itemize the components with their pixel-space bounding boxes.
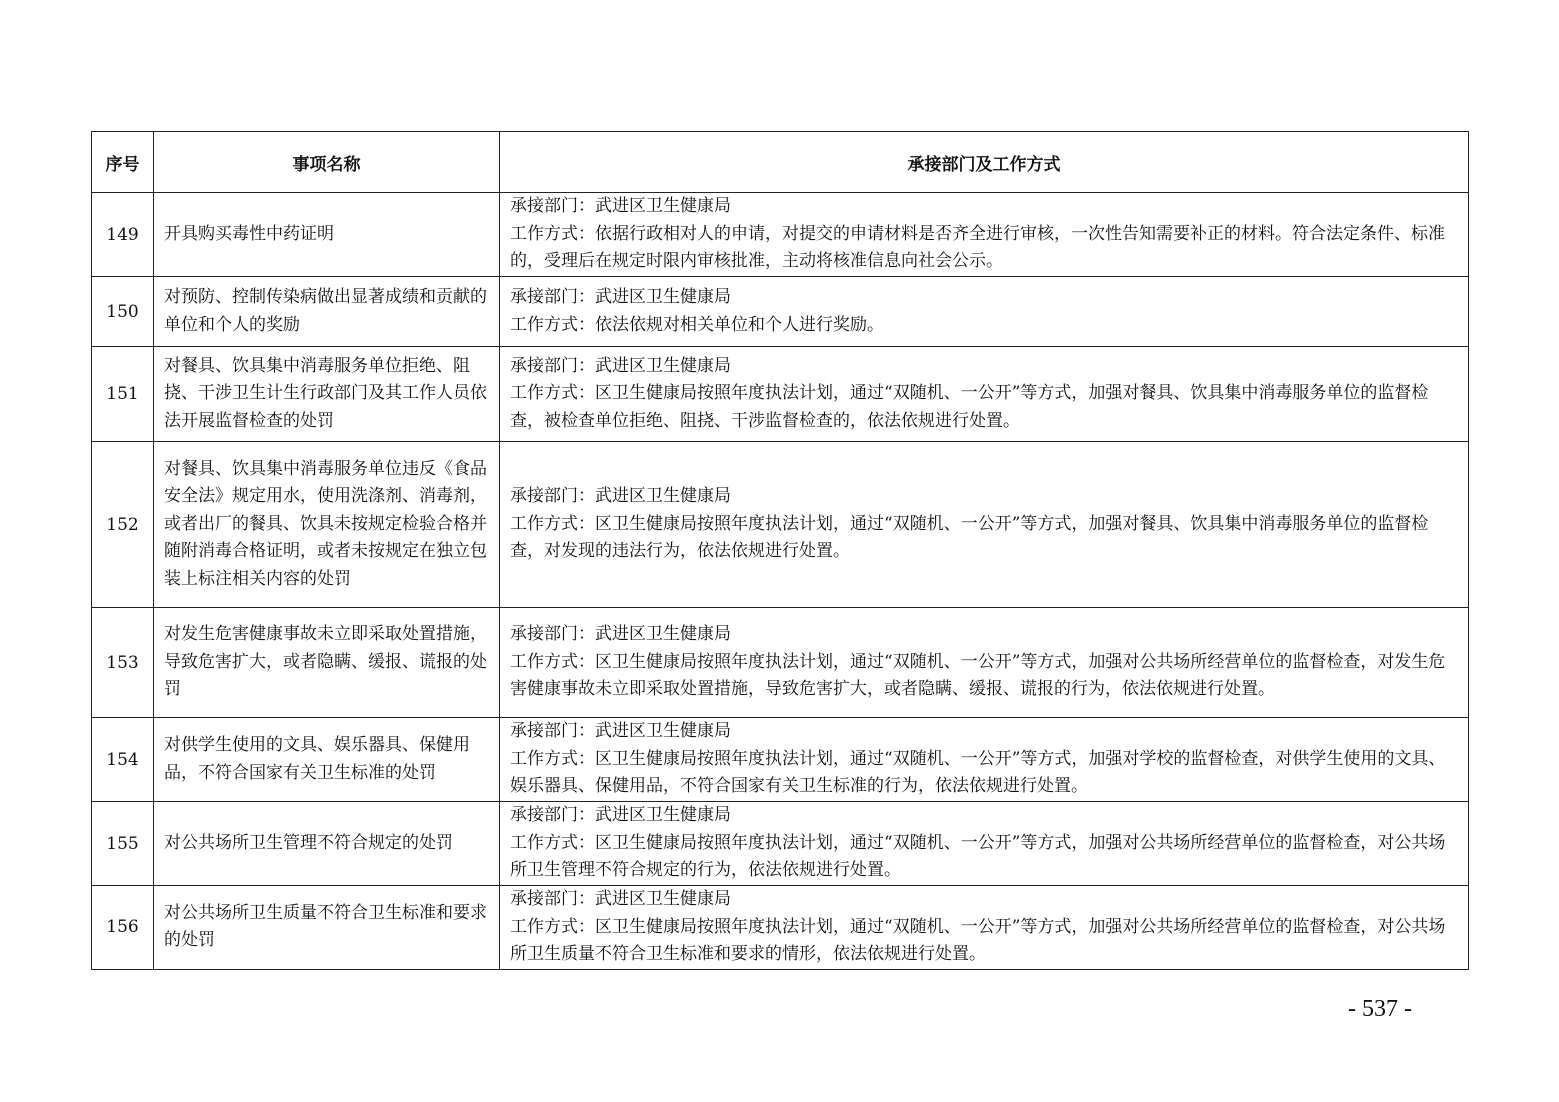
row-name: 对公共场所卫生质量不符合卫生标准和要求的处罚 [154, 886, 500, 970]
row-method-cell [500, 277, 1469, 347]
table-row [92, 277, 1469, 347]
row-seq: 150 [92, 277, 154, 347]
row-method-cell [500, 193, 1469, 277]
row-method-cell [500, 442, 1469, 608]
row-seq: 153 [92, 608, 154, 718]
row-name: 对发生危害健康事故未立即采取处置措施，导致危害扩大，或者隐瞒、缓报、谎报的处罚 [154, 608, 500, 718]
row-name: 对供学生使用的文具、娱乐器具、保健用品，不符合国家有关卫生标准的处罚 [154, 718, 500, 802]
row-seq: 152 [92, 442, 154, 608]
table-row [92, 718, 1469, 802]
row-dept: 承接部门：武进区卫生健康局 [510, 196, 731, 217]
row-method: 工作方式：区卫生健康局按照年度执法计划，通过“双随机、一公开”等方式，加强对学校的监督检查，对供学生使用的文具、娱乐器具、保健用品，不符合国家有关卫生标准的行为，依法依规进行处置。 [510, 748, 1446, 797]
row-name: 对预防、控制传染病做出显著成绩和贡献的单位和个人的奖励 [154, 277, 500, 347]
header-row [92, 132, 1469, 193]
row-method: 工作方式：区卫生健康局按照年度执法计划，通过“双随机、一公开”等方式，加强对公共场所经营单位的监督检查，对发生危害健康事故未立即采取处置措施，导致危害扩大，或者隐瞒、缓报、谎报的行为，依法依规进行处置。 [510, 651, 1446, 700]
row-dept: 承接部门：武进区卫生健康局 [510, 624, 731, 645]
row-method: 工作方式：区卫生健康局按照年度执法计划，通过“双随机、一公开”等方式，加强对公共场所经营单位的监督检查，对公共场所卫生管理不符合规定的行为，依法依规进行处置。 [510, 832, 1446, 881]
header-name: 事项名称 [154, 132, 500, 193]
header-method: 承接部门及工作方式 [500, 132, 1469, 193]
table-row [92, 886, 1469, 970]
row-name: 对餐具、饮具集中消毒服务单位违反《食品安全法》规定用水，使用洗涤剂、消毒剂，或者出厂的餐具、饮具未按规定检验合格并随附消毒合格证明，或者未按规定在独立包装上标注相关内容的处罚 [154, 442, 500, 608]
row-method: 工作方式：依据行政相对人的申请，对提交的申请材料是否齐全进行审核，一次性告知需要补正的材料。符合法定条件、标准的，受理后在规定时限内审核批准，主动将核准信息向社会公示。 [510, 223, 1445, 272]
table-row [92, 193, 1469, 277]
table-row [92, 608, 1469, 718]
row-method: 工作方式：区卫生健康局按照年度执法计划，通过“双随机、一公开”等方式，加强对餐具、饮具集中消毒服务单位的监督检查，对发现的违法行为，依法依规进行处置。 [510, 513, 1429, 562]
row-name: 对公共场所卫生管理不符合规定的处罚 [154, 802, 500, 886]
row-dept: 承接部门：武进区卫生健康局 [510, 805, 731, 826]
row-method: 工作方式：区卫生健康局按照年度执法计划，通过“双随机、一公开”等方式，加强对餐具、饮具集中消毒服务单位的监督检查，被检查单位拒绝、阻挠、干涉监督检查的，依法依规进行处置。 [510, 383, 1429, 431]
row-method-cell [500, 802, 1469, 886]
header-seq: 序号 [92, 132, 154, 193]
row-seq: 151 [92, 347, 154, 442]
row-seq: 149 [92, 193, 154, 277]
table-row [92, 802, 1469, 886]
row-dept: 承接部门：武进区卫生健康局 [510, 355, 731, 376]
table-row [92, 347, 1469, 442]
row-method-cell [500, 718, 1469, 802]
row-dept: 承接部门：武进区卫生健康局 [510, 486, 731, 507]
row-method-cell [500, 347, 1469, 442]
row-method-cell [500, 886, 1469, 970]
row-seq: 155 [92, 802, 154, 886]
row-name: 对餐具、饮具集中消毒服务单位拒绝、阻挠、干涉卫生计生行政部门及其工作人员依法开展监督检查的处罚 [154, 347, 500, 442]
row-dept: 承接部门：武进区卫生健康局 [510, 287, 731, 307]
row-dept: 承接部门：武进区卫生健康局 [510, 889, 731, 909]
row-method-cell [500, 608, 1469, 718]
row-seq: 156 [92, 886, 154, 970]
row-dept: 承接部门：武进区卫生健康局 [510, 721, 731, 742]
row-seq: 154 [92, 718, 154, 802]
table-row [92, 442, 1469, 608]
page-number: - 537 - [1348, 996, 1412, 1022]
row-name: 开具购买毒性中药证明 [154, 193, 500, 277]
row-method: 工作方式：区卫生健康局按照年度执法计划，通过“双随机、一公开”等方式，加强对公共场所经营单位的监督检查，对公共场所卫生质量不符合卫生标准和要求的情形，依法依规进行处置。 [510, 916, 1446, 964]
row-method: 工作方式：依法依规对相关单位和个人进行奖励。 [510, 314, 884, 335]
matters-table [91, 131, 1469, 970]
